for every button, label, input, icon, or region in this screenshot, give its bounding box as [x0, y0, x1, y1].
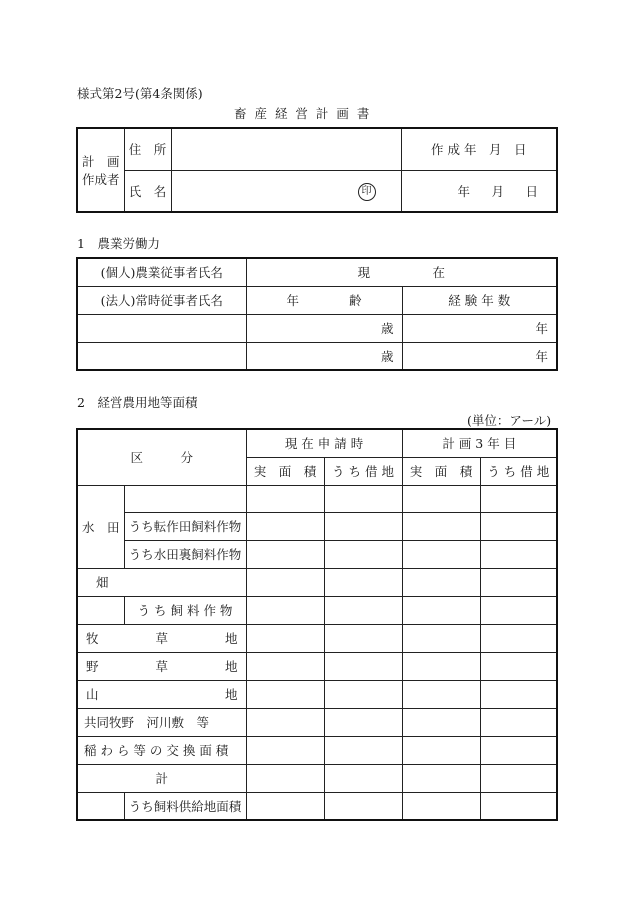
area-cell[interactable]	[246, 596, 324, 624]
area-cell[interactable]	[402, 792, 480, 820]
name-field[interactable]	[171, 170, 401, 212]
header-age: 年 齢	[246, 286, 402, 314]
header-experience: 経 験 年 数	[402, 286, 557, 314]
area-cell[interactable]	[402, 680, 480, 708]
form-number: 様式第2号(第4条関係)	[77, 86, 203, 101]
experience-field[interactable]: 年	[402, 342, 557, 370]
area-cell[interactable]	[480, 485, 557, 512]
area-cell[interactable]	[324, 596, 402, 624]
header-plan-3y: 計 画 3 年 目	[402, 429, 557, 457]
area-cell[interactable]	[246, 708, 324, 736]
worker-name-field[interactable]	[77, 314, 246, 342]
header-actual: 実 面 積	[402, 457, 480, 485]
area-cell[interactable]	[402, 624, 480, 652]
creator-label-2: 作成者	[81, 172, 120, 187]
mountain-char: 山	[86, 687, 99, 702]
area-cell[interactable]	[246, 764, 324, 792]
date-month: 月	[491, 183, 504, 199]
land-table	[76, 428, 558, 821]
area-cell[interactable]	[246, 512, 324, 540]
area-cell[interactable]	[246, 680, 324, 708]
common-label: 共同牧野 河川敷 等	[77, 708, 246, 736]
header-borrowed: う ち 借 地	[324, 457, 402, 485]
field-label	[77, 568, 246, 596]
area-cell[interactable]	[402, 736, 480, 764]
area-cell[interactable]	[402, 764, 480, 792]
area-cell[interactable]	[480, 568, 557, 596]
name-label: 氏 名	[124, 170, 171, 212]
area-cell[interactable]	[324, 736, 402, 764]
creator-table	[76, 127, 558, 213]
header-current-app: 現 在 申 請 時	[246, 429, 402, 457]
creator-label-1: 計 画	[81, 154, 120, 169]
pasture-char: 地	[225, 631, 238, 646]
header-corporate: (法人)常時従事者氏名	[77, 286, 246, 314]
date-year: 年	[457, 183, 471, 199]
header-current: 現 在	[246, 258, 557, 286]
area-cell[interactable]	[324, 624, 402, 652]
area-cell[interactable]	[480, 512, 557, 540]
worker-name-field[interactable]	[77, 342, 246, 370]
area-cell[interactable]	[480, 652, 557, 680]
pasture-char: 草	[155, 631, 169, 646]
total-sub: うち飼料供給地面積	[124, 792, 246, 820]
area-cell[interactable]	[402, 596, 480, 624]
area-cell[interactable]	[402, 540, 480, 568]
wild-grass-char: 草	[155, 659, 169, 674]
mountain-label	[77, 680, 246, 708]
field-label-text: 畑	[96, 575, 109, 590]
area-cell[interactable]	[324, 485, 402, 512]
field-sub: う ち 飼 料 作 物	[124, 596, 246, 624]
wild-grass-char: 野	[86, 659, 99, 674]
age-field[interactable]: 歳	[246, 314, 402, 342]
page-title: 畜 産 経 営 計 画 書	[234, 106, 372, 121]
paddy-label: 水 田	[77, 485, 124, 568]
address-label: 住 所	[124, 128, 171, 170]
seal-icon: 印	[358, 183, 376, 201]
area-cell[interactable]	[324, 680, 402, 708]
mountain-char: 地	[225, 687, 238, 702]
pasture-label	[77, 624, 246, 652]
total-label: 計	[77, 764, 246, 792]
area-cell[interactable]	[480, 708, 557, 736]
area-cell[interactable]	[246, 485, 324, 512]
area-cell[interactable]	[480, 764, 557, 792]
area-cell[interactable]	[480, 540, 557, 568]
exchange-label: 稲 わ ら 等 の 交 換 面 積	[77, 736, 246, 764]
header-category: 区 分	[77, 429, 246, 485]
area-cell[interactable]	[246, 540, 324, 568]
area-cell[interactable]	[246, 568, 324, 596]
area-cell[interactable]	[324, 764, 402, 792]
field-sub-spacer	[77, 596, 124, 624]
unit-label: (単位：アール)	[467, 413, 552, 428]
age-field[interactable]: 歳	[246, 342, 402, 370]
area-cell[interactable]	[324, 708, 402, 736]
section1-heading: 1 農業労働力	[77, 236, 160, 251]
area-cell[interactable]	[480, 736, 557, 764]
wild-grass-char: 地	[225, 659, 238, 674]
area-cell[interactable]	[402, 485, 480, 512]
area-cell[interactable]	[246, 624, 324, 652]
header-actual: 実 面 積	[246, 457, 324, 485]
header-individual: (個人)農業従事者氏名	[77, 258, 246, 286]
area-cell[interactable]	[480, 596, 557, 624]
address-field[interactable]	[171, 128, 401, 170]
area-cell[interactable]	[246, 736, 324, 764]
area-cell[interactable]	[246, 792, 324, 820]
labor-table	[76, 257, 558, 371]
pasture-char: 牧	[86, 631, 99, 646]
date-day: 日	[525, 183, 538, 199]
area-cell[interactable]	[246, 652, 324, 680]
area-cell[interactable]	[480, 624, 557, 652]
wild-grass-label	[77, 652, 246, 680]
area-cell[interactable]	[324, 568, 402, 596]
area-cell[interactable]	[324, 652, 402, 680]
header-borrowed: う ち 借 地	[480, 457, 557, 485]
area-cell[interactable]	[480, 792, 557, 820]
area-cell[interactable]	[324, 540, 402, 568]
area-cell[interactable]	[402, 568, 480, 596]
experience-field[interactable]: 年	[402, 314, 557, 342]
date-field[interactable]	[401, 170, 557, 212]
area-cell[interactable]	[402, 708, 480, 736]
paddy-sub1: うち転作田飼料作物	[124, 512, 246, 540]
area-cell[interactable]	[324, 792, 402, 820]
area-cell[interactable]	[402, 652, 480, 680]
date-label: 作 成 年 月 日	[401, 128, 557, 170]
area-cell[interactable]	[480, 680, 557, 708]
area-cell[interactable]	[402, 512, 480, 540]
paddy-total-cell	[124, 485, 246, 512]
total-sub-spacer	[77, 792, 124, 820]
section2-heading: 2 経営農用地等面積	[77, 395, 198, 410]
area-cell[interactable]	[324, 512, 402, 540]
creator-group-label	[77, 128, 124, 212]
paddy-sub2: うち水田裏飼料作物	[124, 540, 246, 568]
